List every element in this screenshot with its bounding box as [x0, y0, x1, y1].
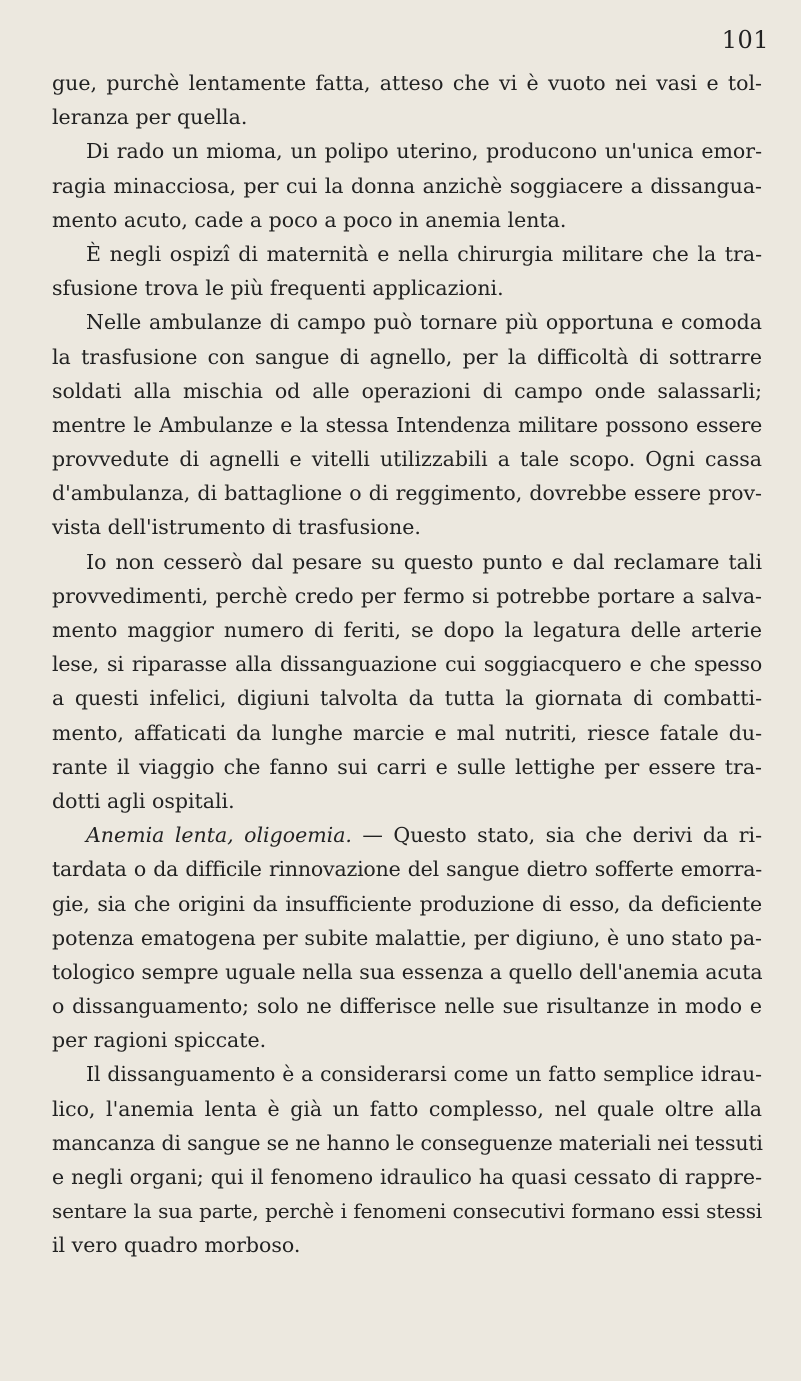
text-line: provvedimenti, perchè credo per fermo si potrebbe portare a salva-	[52, 583, 762, 608]
text-line: d'ambulanza, di battaglione o di reggimento, dovrebbe essere prov-	[52, 481, 762, 506]
text-line: rante il viaggio che fanno sui carri e sulle lettighe per essere tra-	[52, 754, 762, 779]
text-line: Di rado un mioma, un polipo uterino, producono un'unica emor-	[86, 139, 762, 164]
section-heading: Anemia lenta, oligoemia.	[86, 823, 352, 848]
section-heading-line	[52, 818, 762, 852]
text-line: la trasfusione con sangue di agnello, per la difficoltà di sottrarre	[52, 344, 762, 369]
page-number: 101	[721, 26, 769, 54]
text-line: mento acuto, cade a poco a poco in anemia lenta.	[52, 207, 567, 232]
text-line: per ragioni spiccate.	[52, 1028, 267, 1053]
text-line: mento, affaticati da lunghe marcie e mal nutriti, riesce fatale du-	[52, 720, 762, 745]
text-line: e negli organi; qui il fenomeno idraulico ha quasi cessato di rappre-	[52, 1165, 762, 1189]
text-line: sfusione trova le più frequenti applicazioni.	[52, 276, 504, 301]
text-line: a questi infelici, digiuni talvolta da tutta la giornata di combatti-	[52, 686, 762, 711]
text-line: vista dell'istrumento di trasfusione.	[52, 515, 421, 540]
text-line: lese, si riparasse alla dissanguazione cui soggiacquero e che spesso	[52, 652, 762, 677]
text-line: soldati alla mischia od alle operazioni di campo onde salassarli;	[52, 378, 762, 403]
text-line: mancanza di sangue se ne hanno le conseguenze materiali nei tessuti	[52, 1130, 763, 1155]
text-line: ragia minacciosa, per cui la donna anzichè soggiacere a dissangua-	[52, 173, 762, 198]
text-line: gue, purchè lentamente fatta, atteso che vi è vuoto nei vasi e tol-	[52, 71, 762, 95]
text-line: potenza ematogena per subite malattie, per digiuno, è uno stato pa-	[52, 925, 762, 950]
text-line: tardata o da difficile rinnovazione del sangue dietro sofferte emorra-	[52, 857, 762, 882]
text-line: lico, l'anemia lenta è già un fatto complesso, nel quale oltre alla	[52, 1096, 762, 1121]
text-line: dotti agli ospitali.	[52, 788, 235, 813]
section-heading-rest: — Questo stato, sia che derivi da ri-	[351, 823, 762, 848]
text-line: Io non cesserò dal pesare su questo punto e dal reclamare tali	[86, 549, 762, 574]
body-text	[52, 66, 762, 1263]
text-line: il vero quadro morboso.	[52, 1233, 301, 1258]
text-line: tologico sempre uguale nella sua essenza a quello dell'anemia acuta	[52, 959, 763, 984]
text-line: mentre le Ambulanze e la stessa Intendenza militare possono essere	[52, 412, 762, 437]
text-line: provvedute di agnelli e vitelli utilizzabili a tale scopo. Ogni cassa	[52, 447, 762, 472]
text-line: Il dissanguamento è a considerarsi come un fatto semplice idrau-	[86, 1062, 762, 1087]
text-line: gie, sia che origini da insufficiente produzione di esso, da deficiente	[52, 891, 762, 916]
text-line: Nelle ambulanze di campo può tornare più opportuna e comoda	[86, 310, 762, 335]
text-line: o dissanguamento; solo ne differisce nelle sue risultanze in modo e	[52, 994, 762, 1019]
text-line: È negli ospizî di maternità e nella chirurgia militare che la tra-	[86, 241, 762, 266]
text-line: leranza per quella.	[52, 105, 248, 130]
text-line: mento maggior numero di feriti, se dopo la legatura delle arterie	[52, 618, 762, 642]
text-line: sentare la sua parte, perchè i fenomeni consecutivi formano essi stessi	[52, 1199, 762, 1224]
